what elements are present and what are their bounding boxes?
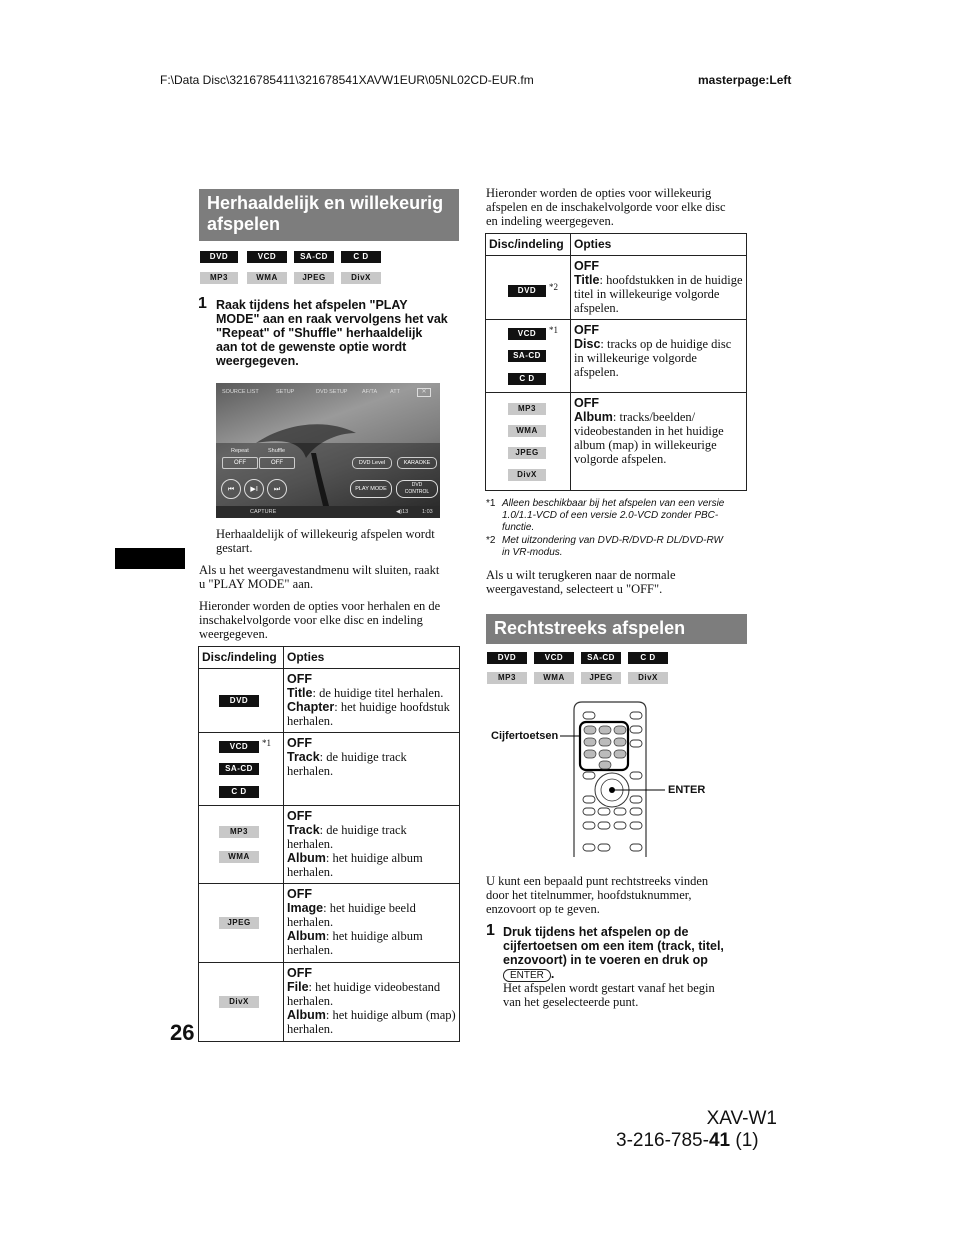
caption-line: gestart. [216,541,253,555]
format-badge: SA-CD [219,763,259,775]
step-end: . [550,967,555,981]
screen-time: 1:03 [422,509,433,515]
return-paragraph [486,568,748,596]
format-badge: DVD [508,285,546,297]
footnote-line: in VR-modus. [502,547,563,558]
format-badge: WMA [219,851,259,863]
step-number: 1 [198,295,207,312]
format-badge: VCD [534,652,574,664]
option-key: Title [574,273,600,287]
option-key: File [287,980,309,994]
screen-play-mode-button: PLAY MODE [350,480,392,498]
format-badge: WMA [508,425,546,437]
code-suffix: (1) [730,1130,759,1151]
option-key: Title [287,686,313,700]
format-badge: WMA [534,672,574,684]
table-header-options: Opties [284,647,460,669]
format-badge: VCD [247,251,287,263]
caption-line: Herhaaldelijk of willekeurig afspelen wordt [216,527,435,541]
previous-icon: ⏮ [221,479,241,499]
format-badge: DVD [487,652,527,664]
screen-tab-dvd-setup: DVD SETUP [316,389,348,395]
footnote-line: Met uitzondering van DVD-R/DVD-R DL/DVD-RW [502,535,723,546]
footnote-marker: *1 [262,738,271,748]
table-row [199,806,460,884]
option-off: OFF [287,966,312,980]
shuffle-intro-paragraph [486,186,748,228]
next-icon: ⏭ [267,479,287,499]
screen-tab-source-list: SOURCE LIST [222,389,259,395]
option-text: : de huidige track herhalen. [287,823,407,851]
step-line: weergegeven. [216,354,299,368]
model-name: XAV-W1 [706,1108,777,1129]
option-key: Disc [574,337,601,351]
direct-play-intro [486,874,748,916]
option-off: OFF [287,887,312,901]
format-badge: DVD [219,695,259,707]
product-code [616,1130,759,1152]
disc-cell [486,393,571,491]
footnote-mark: *1 [486,498,496,509]
option-text: : het huidige videobestand herhalen. [287,980,441,1008]
screen-tab-af-ta: AF/TA [362,389,378,395]
options-cell [284,669,460,733]
format-badge: MP3 [219,826,259,838]
option-text: : tracks op de huidige disc in willekeurige volgorde afspelen. [574,337,732,379]
table-header-disc: Disc/indeling [199,647,284,669]
option-text: : het huidige beeld herhalen. [287,901,416,929]
disc-cell [199,669,284,733]
repeat-intro-paragraph [199,599,461,641]
format-badge: JPEG [508,447,546,459]
paragraph-line: Als u wilt terugkeren naar de normale [486,568,676,582]
options-cell [284,884,460,963]
step-result [503,981,753,1009]
option-key: Album [574,410,613,424]
options-cell [571,320,747,393]
screen-karaoke-button: KARAOKE [397,457,437,469]
option-text: : de huidige titel herhalen. [312,686,444,700]
page-number: 26 [170,1020,195,1045]
option-text: : het huidige album herhalen. [287,851,423,879]
table-row [486,393,747,491]
screen-capture-label: CAPTURE [250,509,277,515]
masterpage-label: masterpage:Left [698,73,792,87]
screen-repeat-label: Repeat [231,448,249,454]
format-badge: MP3 [487,672,527,684]
paragraph-line: Als u het weergavestandmenu wilt sluiten, raakt [199,563,440,577]
disc-cell [199,963,284,1042]
format-badge: SA-CD [581,652,621,664]
step-line: "Repeat" of "Shuffle" herhaaldelijk [216,326,423,340]
paragraph-line: weergavestand, selecteert u "OFF". [486,582,663,596]
section-tab-marker [115,548,185,569]
number-keys-label: Cijfertoetsen [491,730,559,742]
option-key: Track [287,750,320,764]
step-instruction [216,298,466,368]
step-line: MODE" aan en raak vervolgens het vak [216,312,448,326]
play-pause-icon: ▶‖ [244,479,264,499]
paragraph-line: van het geselecteerde punt. [503,995,639,1009]
format-badge: C D [341,251,381,263]
option-text: : hoofdstukken in de huidige titel in willekeurige volgorde afspelen. [574,273,743,315]
footnote-1 [486,498,748,534]
format-badge: DivX [219,996,259,1008]
option-off: OFF [574,396,599,410]
screen-track-number [396,509,408,515]
option-key: Track [287,823,320,837]
file-path: F:\Data Disc\3216785411\321678541XAVW1EUR\05NL02CD-EUR.fm [160,73,534,87]
disc-cell [199,806,284,884]
option-off: OFF [287,672,312,686]
option-off: OFF [574,323,599,337]
option-key: Album [287,1008,326,1022]
disc-cell [199,733,284,806]
format-badge: SA-CD [508,350,546,362]
disc-cell [486,320,571,393]
footnote-marker: *1 [549,325,558,335]
paragraph-line: u "PLAY MODE" aan. [199,577,314,591]
footnote-marker: *2 [549,282,558,292]
screen-shuffle-label: Shuffle [268,448,286,454]
paragraph-line: Het afspelen wordt gestart vanaf het begin [503,981,715,995]
format-badge: MP3 [508,403,546,415]
option-key: Chapter [287,700,335,714]
option-off: OFF [287,736,312,750]
table-row [199,669,460,733]
dvd-control-line: DVD [411,482,423,488]
format-badge: C D [508,373,546,385]
section-heading-line-2: afspelen [207,214,281,234]
table-header-disc: Disc/indeling [486,234,571,256]
options-cell [284,733,460,806]
screen-tab-setup: SETUP [276,389,295,395]
format-badge: JPEG [294,272,334,284]
track-value: 13 [402,509,409,515]
format-badge: VCD [219,741,259,753]
paragraph-line: enzovoort op te geven. [486,902,600,916]
table-row [486,320,747,393]
options-cell [571,393,747,491]
paragraph-line: inschakelvolgorde voor elke disc en indeling [199,613,423,627]
code-prefix: 3-216-785- [616,1130,709,1151]
close-icon: ✕ [417,388,431,397]
option-text: : het huidige album herhalen. [287,929,423,957]
format-badge: JPEG [581,672,621,684]
format-badge: C D [628,652,668,664]
screen-repeat-button: OFF [222,457,258,469]
repeat-options-table [198,646,460,1042]
section-heading-direct-play: Rechtstreeks afspelen [486,614,747,644]
screen-dvd-control-button [396,480,438,498]
paragraph-line: afspelen en de inschakelvolgorde voor elke disc [486,200,726,214]
format-badge: DivX [508,469,546,481]
format-badge: MP3 [200,272,238,284]
step-line: aan tot de gewenste optie wordt [216,340,407,354]
paragraph-line: door het titelnummer, hoofdstuknummer, [486,888,692,902]
footnote-line: 1.0/1.1-VCD of een versie 2.0-VCD zonder PBC- [502,510,719,521]
table-row [199,733,460,806]
step-line: enzovoort) in te voeren en druk op [503,953,708,967]
step-line: Druk tijdens het afspelen op de [503,925,689,939]
screen-dvd-level-button: DVD Level [352,457,392,469]
option-text: : het huidige hoofdstuk herhalen. [287,700,450,728]
enter-key-icon: ENTER [503,969,551,982]
paragraph-line: Hieronder worden de opties voor willekeurig [486,186,712,200]
code-bold: 41 [708,1130,731,1151]
option-off: OFF [574,259,599,273]
disc-cell [486,256,571,320]
format-badge: WMA [247,272,287,284]
option-off: OFF [287,809,312,823]
option-key: Album [287,851,326,865]
option-text: : het huidige album (map) herhalen. [287,1008,456,1036]
section-heading-repeat-shuffle [199,189,459,241]
format-badge: SA-CD [294,251,334,263]
options-cell [284,963,460,1042]
section-heading-line-1: Herhaaldelijk en willekeurig [207,193,444,213]
format-badge: VCD [508,328,546,340]
table-row [199,963,460,1042]
disc-cell [199,884,284,963]
option-key: Album [287,929,326,943]
format-badge: C D [219,786,259,798]
option-key: Image [287,901,324,915]
step-line: cijfertoetsen om een item (track, titel, [503,939,724,953]
dvd-control-line: CONTROL [404,489,430,495]
format-badge: DivX [628,672,668,684]
screen-caption [216,527,466,555]
footnote-line: functie. [502,522,535,533]
footnote-line: Alleen beschikbaar bij het afspelen van een versie [502,498,725,509]
speaker-icon: ◀) [396,509,403,515]
step-number: 1 [486,922,495,939]
footnote-mark: *2 [486,535,496,546]
step-instruction [503,925,753,982]
screen-tab-att: ATT [390,389,400,395]
device-screen-image [216,383,440,518]
options-cell [571,256,747,320]
format-badge: DVD [200,251,238,263]
format-badge: JPEG [219,917,259,929]
screen-shuffle-button: OFF [259,457,295,469]
option-text: : tracks/beelden/ videobestanden in het huidige album (map) in willekeurige volgorde afspelen. [574,410,724,466]
option-text: : de huidige track herhalen. [287,750,407,778]
shuffle-options-table [485,233,747,491]
paragraph-line: en indeling weergegeven. [486,214,614,228]
paragraph-line: weergegeven. [199,627,268,641]
table-header-options: Opties [571,234,747,256]
table-row [486,256,747,320]
table-row [199,884,460,963]
format-badge: DivX [341,272,381,284]
close-menu-paragraph [199,563,461,591]
paragraph-line: Hieronder worden de opties voor herhalen en de [199,599,441,613]
paragraph-line: U kunt een bepaald punt rechtstreeks vinden [486,874,709,888]
options-cell [284,806,460,884]
step-line: Raak tijdens het afspelen "PLAY [216,298,408,312]
footnote-2 [486,535,748,559]
enter-label: ENTER [668,784,706,796]
